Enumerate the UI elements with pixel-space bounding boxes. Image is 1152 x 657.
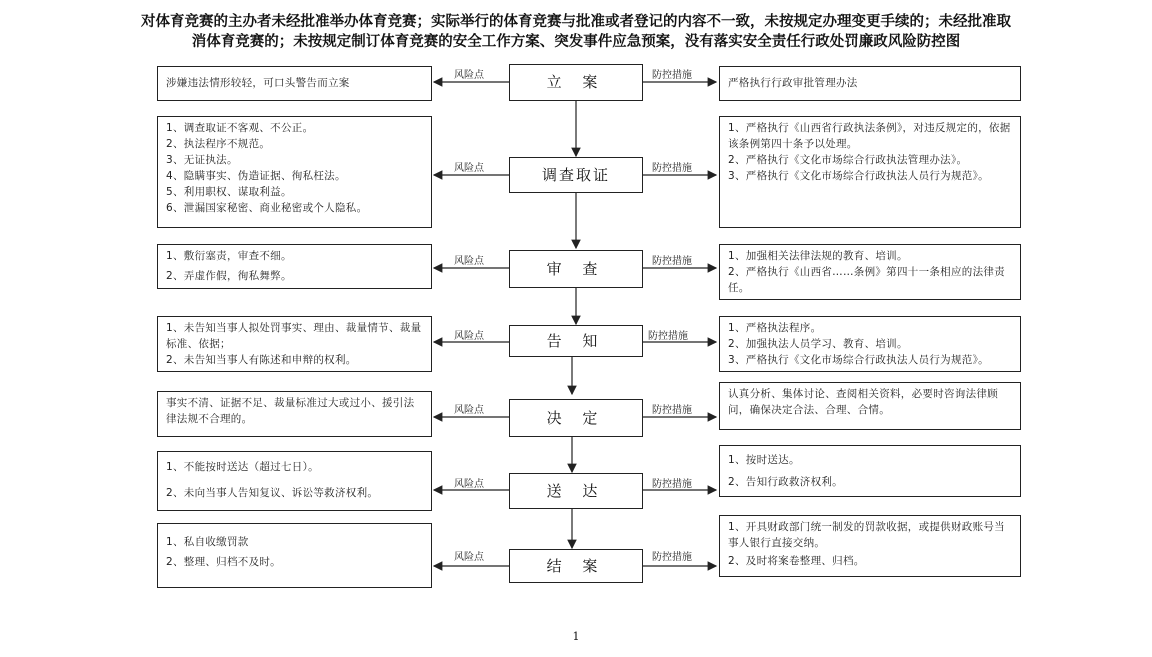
title-line-1: 对体育竞赛的主办者未经批准举办体育竞赛；实际举行的体育竞赛与批准或者登记的内容不一致，未按规定办理变更手续的；未经批准取 [141,13,1011,30]
risk-box-1: 涉嫌违法情形较轻，可口头警告而立案 [157,66,432,101]
risk-label-4: 风险点 [454,331,484,342]
measure-box-2: 1、严格执行《山西省行政执法条例》，对违反规定的，依据该条例第四十条予以处理。 2、严格执行《文化市场综合行政执法管理办法》。 3、严格执行《文化市场综合行政执法人员行为规范》。 [719,116,1021,228]
risk-label-3: 风险点 [454,256,484,267]
page-number: 1 [572,630,580,643]
stage-2-box: 调查取证 [509,157,643,193]
risk-box-7: 1、私自收缴罚款 2、整理、归档不及时。 [157,523,432,588]
risk-box-3: 1、敷衍塞责，审查不细。 2、弄虚作假，徇私舞弊。 [157,244,432,289]
stage-5-box: 决 定 [509,399,643,437]
stage-3-box: 审 查 [509,250,643,288]
prevent-label-1: 防控措施 [652,70,692,81]
measure-box-3: 1、加强相关法律法规的教育、培训。 2、严格执行《山西省……条例》第四十一条相应的法律责任。 [719,244,1021,300]
risk-box-2: 1、调查取证不客观、不公正。 2、执法程序不规范。 3、无证执法。 4、隐瞒事实、伪造证据、徇私枉法。 5、利用职权、谋取利益。 6、泄漏国家秘密、商业秘密或个人隐私。 [157,116,432,228]
measure-box-4: 1、严格执法程序。 2、加强执法人员学习、教育、培训。 3、严格执行《文化市场综合行政执法人员行为规范》。 [719,316,1021,372]
prevent-label-7: 防控措施 [652,552,692,563]
measure-box-5: 认真分析、集体讨论、查阅相关资料，必要时咨询法律顾问，确保决定合法、合理、合情。 [719,382,1021,430]
stage-6-box: 送 达 [509,473,643,509]
risk-box-4: 1、未告知当事人拟处罚事实、理由、裁量情节、裁量标准、依据； 2、未告知当事人有陈述和申辩的权利。 [157,316,432,372]
prevent-label-5: 防控措施 [652,405,692,416]
risk-label-2: 风险点 [454,163,484,174]
measure-box-1: 严格执行行政审批管理办法 [719,66,1021,101]
prevent-label-4: 防控措施 [648,331,688,342]
risk-label-1: 风险点 [454,70,484,81]
risk-box-5: 事实不清、证据不足、裁量标准过大或过小、援引法律法规不合理的。 [157,391,432,437]
measure-box-7: 1、开具财政部门统一制发的罚款收据，或提供财政账号当事人银行直接交纳。 2、及时将案卷整理、归档。 [719,515,1021,577]
stage-4-box: 告 知 [509,325,643,357]
title-line-2: 消体育竞赛的；未按规定制订体育竞赛的安全工作方案、突发事件应急预案，没有落实安全责任行政处罚廉政风险防控图 [191,33,961,50]
prevent-label-6: 防控措施 [652,479,692,490]
risk-label-5: 风险点 [454,405,484,416]
risk-box-6: 1、不能按时送达（超过七日）。 2、未向当事人告知复议、诉讼等救济权利。 [157,451,432,511]
risk-label-6: 风险点 [454,479,484,490]
stage-7-box: 结 案 [509,549,643,583]
measure-box-6: 1、按时送达。 2、告知行政救济权利。 [719,445,1021,497]
prevent-label-3: 防控措施 [652,256,692,267]
risk-label-7: 风险点 [454,552,484,563]
stage-1-box: 立 案 [509,64,643,101]
prevent-label-2: 防控措施 [652,163,692,174]
